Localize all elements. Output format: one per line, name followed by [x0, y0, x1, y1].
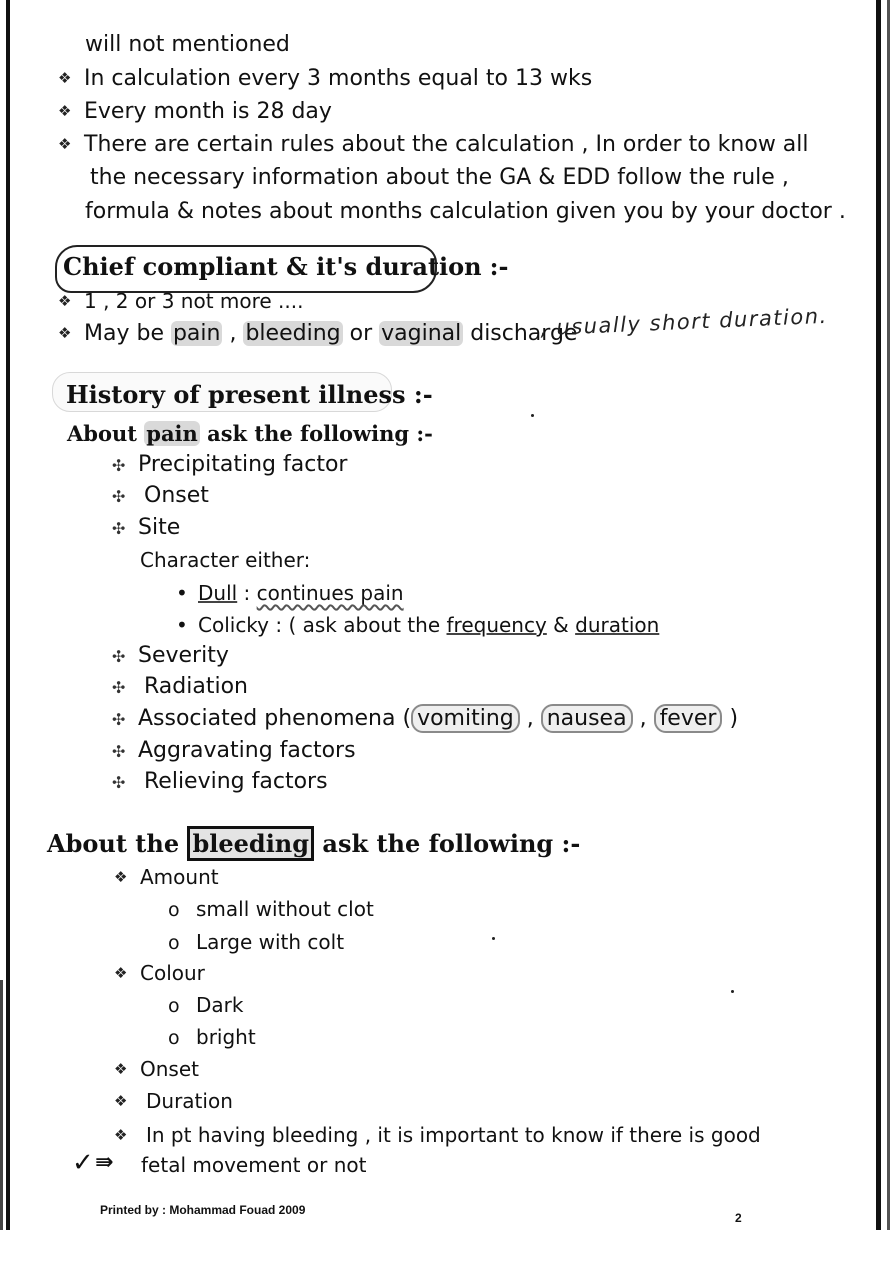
bullet-icon: ❖ [58, 69, 72, 87]
intro-line-0: will not mentioned [85, 32, 290, 57]
circle-bullet-icon: o [168, 995, 180, 1017]
intro-bullet-3-cont1: the necessary information about the GA & EDD follow the rule , [90, 165, 789, 190]
bullet-icon: ❖ [114, 868, 128, 886]
page-number: 2 [735, 1211, 742, 1225]
intro-bullet-1: ❖ In calculation every 3 months equal to 13 wks [58, 66, 593, 91]
bullet-icon: ❖ [58, 324, 72, 342]
chief-item-1: ❖ 1 , 2 or 3 not more .... [58, 289, 304, 313]
intro-bullet-3-cont2: formula & notes about months calculation given you by your doctor . [85, 199, 846, 224]
pain-item-precipitating: ✣ Precipitating factor [112, 452, 348, 477]
handwritten-checkmark-icon: ✓ [72, 1148, 94, 1178]
bullet-icon: ❖ [114, 1092, 128, 1110]
scan-edge-right [876, 0, 881, 1230]
handwritten-note: , usually short duration. [539, 303, 829, 341]
bleeding-item-amount: ❖ Amount [114, 865, 219, 889]
intro-bullet-3: ❖ There are certain rules about the calculation , In order to know all [58, 132, 809, 157]
circle-bullet-icon: o [168, 1027, 180, 1049]
circle-bullet-icon: o [168, 932, 180, 954]
bleeding-colour-dark: o Dark [168, 993, 244, 1017]
pain-character: Character either: [140, 548, 311, 572]
dot-icon: • [176, 581, 188, 605]
bullet-icon: ✣ [112, 487, 126, 506]
pain-subheading: About pain ask the following :- [67, 421, 433, 446]
scan-edge-left [6, 0, 10, 1230]
pain-item-site: ✣ Site [112, 515, 181, 540]
scan-edge-right-shadow [887, 0, 890, 1230]
bullet-icon: ✣ [112, 519, 126, 538]
bleeding-subheading: About the bleeding ask the following :- [47, 830, 580, 858]
circle-bullet-icon: o [168, 899, 180, 921]
bleeding-item-fetal-line2: fetal movement or not [141, 1153, 367, 1177]
bullet-icon: ❖ [114, 1060, 128, 1078]
bullet-icon: ✣ [112, 647, 126, 666]
bullet-icon: ✣ [112, 678, 126, 697]
chief-item-2: ❖ May be pain , bleeding or vaginal discharge [58, 321, 578, 346]
bullet-icon: ✣ [112, 710, 126, 729]
bleeding-colour-bright: o bright [168, 1025, 256, 1049]
bullet-icon: ✣ [112, 742, 126, 761]
pain-item-severity: ✣ Severity [112, 643, 229, 668]
history-heading: History of present illness :- [66, 380, 433, 409]
bleeding-item-onset: ❖ Onset [114, 1057, 199, 1081]
bleeding-amount-small: o small without clot [168, 897, 374, 921]
bleeding-amount-large: o Large with colt [168, 930, 345, 954]
pain-character-dull: • Dull : continues pain [176, 581, 404, 605]
bullet-icon: ❖ [114, 1126, 128, 1144]
bleeding-item-fetal-line1: ❖ In pt having bleeding , it is important to know if there is good [114, 1123, 761, 1147]
bullet-icon: ✣ [112, 456, 126, 475]
bullet-icon: ❖ [58, 292, 72, 310]
pain-item-radiation: ✣ Radiation [112, 674, 248, 699]
pain-item-associated: ✣ Associated phenomena ( vomiting , nausea , fever ) [112, 706, 739, 731]
scan-edge-left-shadow [0, 980, 3, 1230]
bullet-icon: ❖ [58, 135, 72, 153]
bullet-icon: ❖ [58, 102, 72, 120]
bullet-icon: ✣ [112, 773, 126, 792]
pain-item-onset: ✣ Onset [112, 483, 209, 508]
scan-speck [492, 937, 495, 940]
intro-bullet-2: ❖ Every month is 28 day [58, 99, 332, 124]
scan-speck [531, 414, 534, 417]
bleeding-item-duration: ❖ Duration [114, 1089, 233, 1113]
chief-heading: Chief compliant & it's duration :- [63, 252, 509, 281]
pain-item-relieving: ✣ Relieving factors [112, 769, 328, 794]
scan-speck [731, 990, 734, 993]
arrow-icon: ⇛ [95, 1150, 114, 1175]
pain-character-colicky: • Colicky : ( ask about the frequency & duration [176, 613, 660, 637]
bleeding-item-colour: ❖ Colour [114, 961, 205, 985]
footer-printed-by: Printed by : Mohammad Fouad 2009 [100, 1203, 306, 1217]
pain-item-aggravating: ✣ Aggravating factors [112, 738, 356, 763]
bullet-icon: ❖ [114, 964, 128, 982]
dot-icon: • [176, 613, 188, 637]
